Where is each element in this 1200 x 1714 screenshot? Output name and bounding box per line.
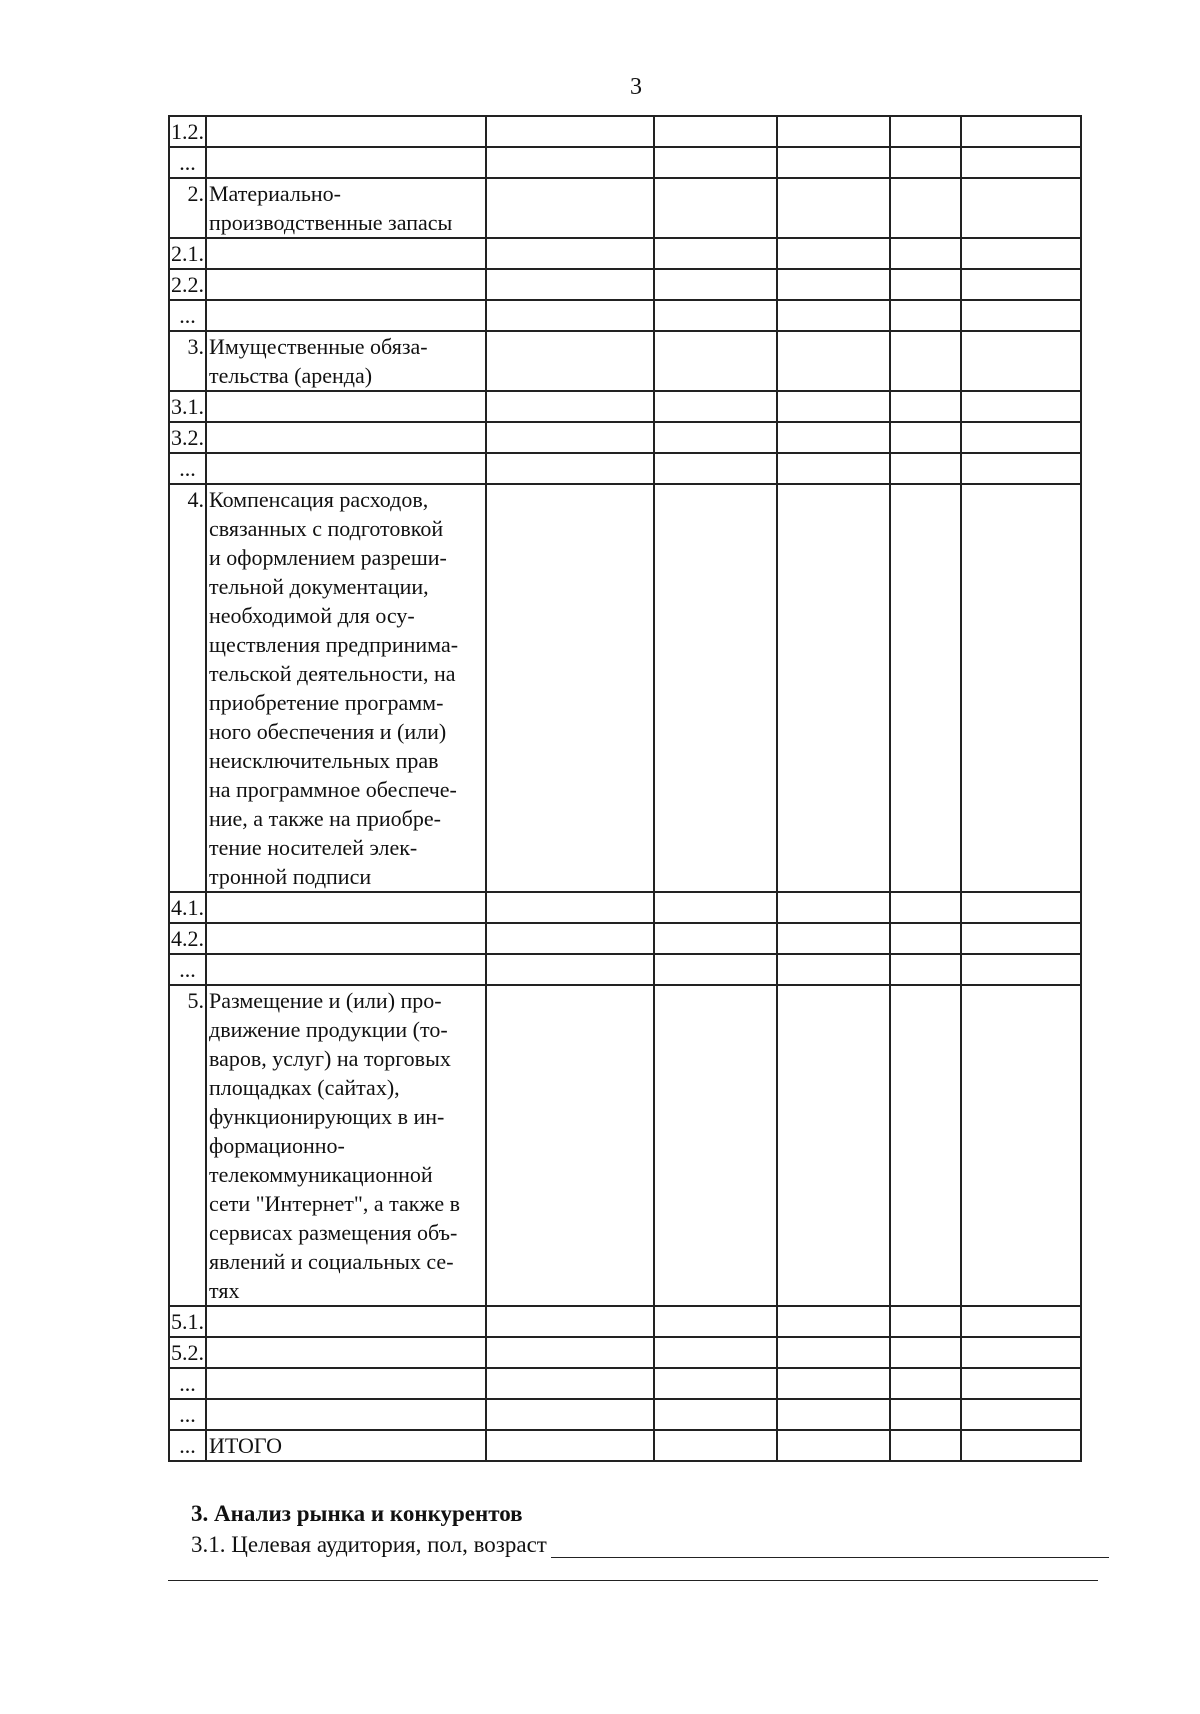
expense-name-cell bbox=[206, 453, 486, 484]
empty-value-cell[interactable] bbox=[777, 985, 890, 1306]
empty-value-cell[interactable] bbox=[486, 300, 654, 331]
expense-name-cell: Имущественные обяза- тельства (аренда) bbox=[206, 331, 486, 391]
row-number-cell: 5. bbox=[169, 985, 206, 1306]
empty-value-cell[interactable] bbox=[777, 1306, 890, 1337]
table-row bbox=[169, 453, 1081, 484]
empty-value-cell[interactable] bbox=[654, 178, 777, 238]
empty-value-cell[interactable] bbox=[486, 1337, 654, 1368]
empty-value-cell[interactable] bbox=[654, 1430, 777, 1461]
empty-value-cell[interactable] bbox=[961, 147, 1081, 178]
empty-value-cell[interactable] bbox=[961, 923, 1081, 954]
table-row bbox=[169, 331, 1081, 391]
empty-value-cell[interactable] bbox=[890, 484, 961, 892]
empty-value-cell[interactable] bbox=[961, 422, 1081, 453]
expense-name-cell: ИТОГО bbox=[206, 1430, 486, 1461]
row-number-cell: ... bbox=[169, 453, 206, 484]
empty-value-cell[interactable] bbox=[486, 453, 654, 484]
empty-value-cell[interactable] bbox=[654, 1306, 777, 1337]
empty-value-cell[interactable] bbox=[961, 1430, 1081, 1461]
empty-value-cell[interactable] bbox=[961, 985, 1081, 1306]
row-number-cell: ... bbox=[169, 300, 206, 331]
table-row bbox=[169, 1306, 1081, 1337]
empty-value-cell[interactable] bbox=[890, 300, 961, 331]
empty-value-cell[interactable] bbox=[777, 300, 890, 331]
page-number: 3 bbox=[630, 74, 642, 100]
empty-value-cell[interactable] bbox=[890, 453, 961, 484]
empty-value-cell[interactable] bbox=[961, 116, 1081, 147]
empty-value-cell[interactable] bbox=[961, 238, 1081, 269]
empty-value-cell[interactable] bbox=[777, 178, 890, 238]
empty-value-cell[interactable] bbox=[777, 147, 890, 178]
empty-value-cell[interactable] bbox=[486, 116, 654, 147]
empty-value-cell[interactable] bbox=[486, 391, 654, 422]
table-row bbox=[169, 985, 1081, 1306]
table-row bbox=[169, 147, 1081, 178]
table-row bbox=[169, 269, 1081, 300]
empty-value-cell[interactable] bbox=[486, 1306, 654, 1337]
empty-value-cell[interactable] bbox=[777, 453, 890, 484]
row-number-cell: 1.2. bbox=[169, 116, 206, 147]
empty-value-cell[interactable] bbox=[777, 238, 890, 269]
empty-value-cell[interactable] bbox=[654, 923, 777, 954]
empty-value-cell[interactable] bbox=[890, 1306, 961, 1337]
empty-value-cell[interactable] bbox=[777, 923, 890, 954]
empty-value-cell[interactable] bbox=[961, 391, 1081, 422]
expense-name-cell bbox=[206, 116, 486, 147]
empty-value-cell[interactable] bbox=[961, 300, 1081, 331]
empty-value-cell[interactable] bbox=[890, 892, 961, 923]
empty-value-cell[interactable] bbox=[777, 116, 890, 147]
expense-name-cell bbox=[206, 1306, 486, 1337]
empty-value-cell[interactable] bbox=[961, 453, 1081, 484]
empty-value-cell[interactable] bbox=[777, 391, 890, 422]
expense-name-cell bbox=[206, 892, 486, 923]
row-number-cell: ... bbox=[169, 147, 206, 178]
empty-value-cell[interactable] bbox=[890, 178, 961, 238]
table-row bbox=[169, 484, 1081, 892]
empty-value-cell[interactable] bbox=[654, 147, 777, 178]
empty-value-cell[interactable] bbox=[486, 238, 654, 269]
expense-name-cell bbox=[206, 923, 486, 954]
empty-value-cell[interactable] bbox=[777, 269, 890, 300]
empty-value-cell[interactable] bbox=[890, 422, 961, 453]
table-row bbox=[169, 422, 1081, 453]
section-heading: 3. Анализ рынка и конкурентов bbox=[191, 1501, 523, 1526]
empty-value-cell[interactable] bbox=[961, 1399, 1081, 1430]
target-audience-field bbox=[191, 1532, 1109, 1558]
table-row bbox=[169, 391, 1081, 422]
row-number-cell: 2.1. bbox=[169, 238, 206, 269]
empty-value-cell[interactable] bbox=[654, 1368, 777, 1399]
row-number-cell: 2.2. bbox=[169, 269, 206, 300]
empty-value-cell[interactable] bbox=[890, 1337, 961, 1368]
expense-name-cell: Размещение и (или) про- движение продукции (то- варов, услуг) на торговых площадках (сайтах), функционирующих в ин- формационно- телекоммуникационной сети "Интернет", а также в сервисах размещения объ- явлений и социальных се- тях bbox=[206, 985, 486, 1306]
empty-value-cell[interactable] bbox=[654, 300, 777, 331]
empty-value-cell[interactable] bbox=[654, 453, 777, 484]
empty-value-cell[interactable] bbox=[654, 954, 777, 985]
expense-name-cell bbox=[206, 147, 486, 178]
expense-name-cell bbox=[206, 1337, 486, 1368]
empty-value-cell[interactable] bbox=[654, 269, 777, 300]
empty-value-cell[interactable] bbox=[486, 954, 654, 985]
row-number-cell: 4.2. bbox=[169, 923, 206, 954]
table-row bbox=[169, 923, 1081, 954]
empty-value-cell[interactable] bbox=[654, 1337, 777, 1368]
row-number-cell: ... bbox=[169, 954, 206, 985]
row-number-cell: ... bbox=[169, 1368, 206, 1399]
table-row bbox=[169, 892, 1081, 923]
empty-value-cell[interactable] bbox=[890, 331, 961, 391]
empty-value-cell[interactable] bbox=[486, 269, 654, 300]
empty-value-cell[interactable] bbox=[961, 1306, 1081, 1337]
expense-name-cell bbox=[206, 1368, 486, 1399]
empty-value-cell[interactable] bbox=[890, 954, 961, 985]
empty-value-cell[interactable] bbox=[486, 892, 654, 923]
expense-table bbox=[168, 115, 1082, 1462]
empty-value-cell[interactable] bbox=[961, 954, 1081, 985]
empty-value-cell[interactable] bbox=[654, 422, 777, 453]
expense-name-cell: Компенсация расходов, связанных с подготовкой и оформлением разреши- тельной документации, необходимой для осу- ществления предпринима- тельской деятельности, на приобретение программ- ного обеспечения и (или) неисключительных прав на программное обеспече- ние, а также на приобре- тение носителей элек- тронной подписи bbox=[206, 484, 486, 892]
row-number-cell: 4. bbox=[169, 484, 206, 892]
empty-value-cell[interactable] bbox=[890, 269, 961, 300]
empty-value-cell[interactable] bbox=[486, 1399, 654, 1430]
empty-value-cell[interactable] bbox=[654, 1399, 777, 1430]
row-number-cell: 2. bbox=[169, 178, 206, 238]
expense-name-cell bbox=[206, 269, 486, 300]
empty-value-cell[interactable] bbox=[486, 923, 654, 954]
target-audience-label: 3.1. Целевая аудитория, пол, возраст bbox=[191, 1532, 547, 1557]
empty-value-cell[interactable] bbox=[890, 923, 961, 954]
empty-value-cell[interactable] bbox=[890, 391, 961, 422]
empty-value-cell[interactable] bbox=[486, 147, 654, 178]
expense-table-body bbox=[169, 116, 1081, 1461]
empty-value-cell[interactable] bbox=[654, 985, 777, 1306]
expense-name-cell bbox=[206, 300, 486, 331]
empty-value-cell[interactable] bbox=[777, 422, 890, 453]
empty-value-cell[interactable] bbox=[777, 954, 890, 985]
row-number-cell: 3.2. bbox=[169, 422, 206, 453]
empty-value-cell[interactable] bbox=[486, 1368, 654, 1399]
empty-value-cell[interactable] bbox=[654, 892, 777, 923]
empty-value-cell[interactable] bbox=[961, 1337, 1081, 1368]
empty-value-cell[interactable] bbox=[961, 269, 1081, 300]
row-number-cell: ... bbox=[169, 1430, 206, 1461]
expense-name-cell bbox=[206, 391, 486, 422]
empty-value-cell[interactable] bbox=[486, 985, 654, 1306]
continuation-blank-line[interactable] bbox=[168, 1580, 1098, 1581]
empty-value-cell[interactable] bbox=[890, 116, 961, 147]
table-row bbox=[169, 238, 1081, 269]
expense-name-cell bbox=[206, 1399, 486, 1430]
table-row bbox=[169, 1399, 1081, 1430]
empty-value-cell[interactable] bbox=[961, 892, 1081, 923]
empty-value-cell[interactable] bbox=[654, 331, 777, 391]
empty-value-cell[interactable] bbox=[486, 1430, 654, 1461]
expense-name-cell: Материально- производственные запасы bbox=[206, 178, 486, 238]
empty-value-cell[interactable] bbox=[777, 1368, 890, 1399]
empty-value-cell[interactable] bbox=[777, 1399, 890, 1430]
row-number-cell: 5.2. bbox=[169, 1337, 206, 1368]
empty-value-cell[interactable] bbox=[777, 892, 890, 923]
empty-value-cell[interactable] bbox=[890, 147, 961, 178]
empty-value-cell[interactable] bbox=[961, 1368, 1081, 1399]
row-number-cell: 4.1. bbox=[169, 892, 206, 923]
empty-value-cell[interactable] bbox=[961, 484, 1081, 892]
empty-value-cell[interactable] bbox=[654, 238, 777, 269]
empty-value-cell[interactable] bbox=[486, 422, 654, 453]
empty-value-cell[interactable] bbox=[654, 484, 777, 892]
expense-name-cell bbox=[206, 954, 486, 985]
row-number-cell: 3. bbox=[169, 331, 206, 391]
empty-value-cell[interactable] bbox=[890, 1430, 961, 1461]
empty-value-cell[interactable] bbox=[486, 178, 654, 238]
table-row bbox=[169, 1368, 1081, 1399]
empty-value-cell[interactable] bbox=[890, 985, 961, 1306]
empty-value-cell[interactable] bbox=[961, 331, 1081, 391]
table-row bbox=[169, 178, 1081, 238]
empty-value-cell[interactable] bbox=[777, 331, 890, 391]
empty-value-cell[interactable] bbox=[654, 391, 777, 422]
empty-value-cell[interactable] bbox=[654, 116, 777, 147]
expense-name-cell bbox=[206, 422, 486, 453]
row-number-cell: 3.1. bbox=[169, 391, 206, 422]
table-row bbox=[169, 1430, 1081, 1461]
table-row bbox=[169, 1337, 1081, 1368]
empty-value-cell[interactable] bbox=[486, 484, 654, 892]
empty-value-cell[interactable] bbox=[777, 1430, 890, 1461]
empty-value-cell[interactable] bbox=[777, 1337, 890, 1368]
empty-value-cell[interactable] bbox=[890, 238, 961, 269]
table-row bbox=[169, 954, 1081, 985]
target-audience-blank[interactable] bbox=[551, 1535, 1109, 1558]
expense-name-cell bbox=[206, 238, 486, 269]
table-row bbox=[169, 116, 1081, 147]
empty-value-cell[interactable] bbox=[486, 331, 654, 391]
row-number-cell: 5.1. bbox=[169, 1306, 206, 1337]
row-number-cell: ... bbox=[169, 1399, 206, 1430]
empty-value-cell[interactable] bbox=[961, 178, 1081, 238]
table-row bbox=[169, 300, 1081, 331]
empty-value-cell[interactable] bbox=[890, 1368, 961, 1399]
empty-value-cell[interactable] bbox=[890, 1399, 961, 1430]
empty-value-cell[interactable] bbox=[777, 484, 890, 892]
